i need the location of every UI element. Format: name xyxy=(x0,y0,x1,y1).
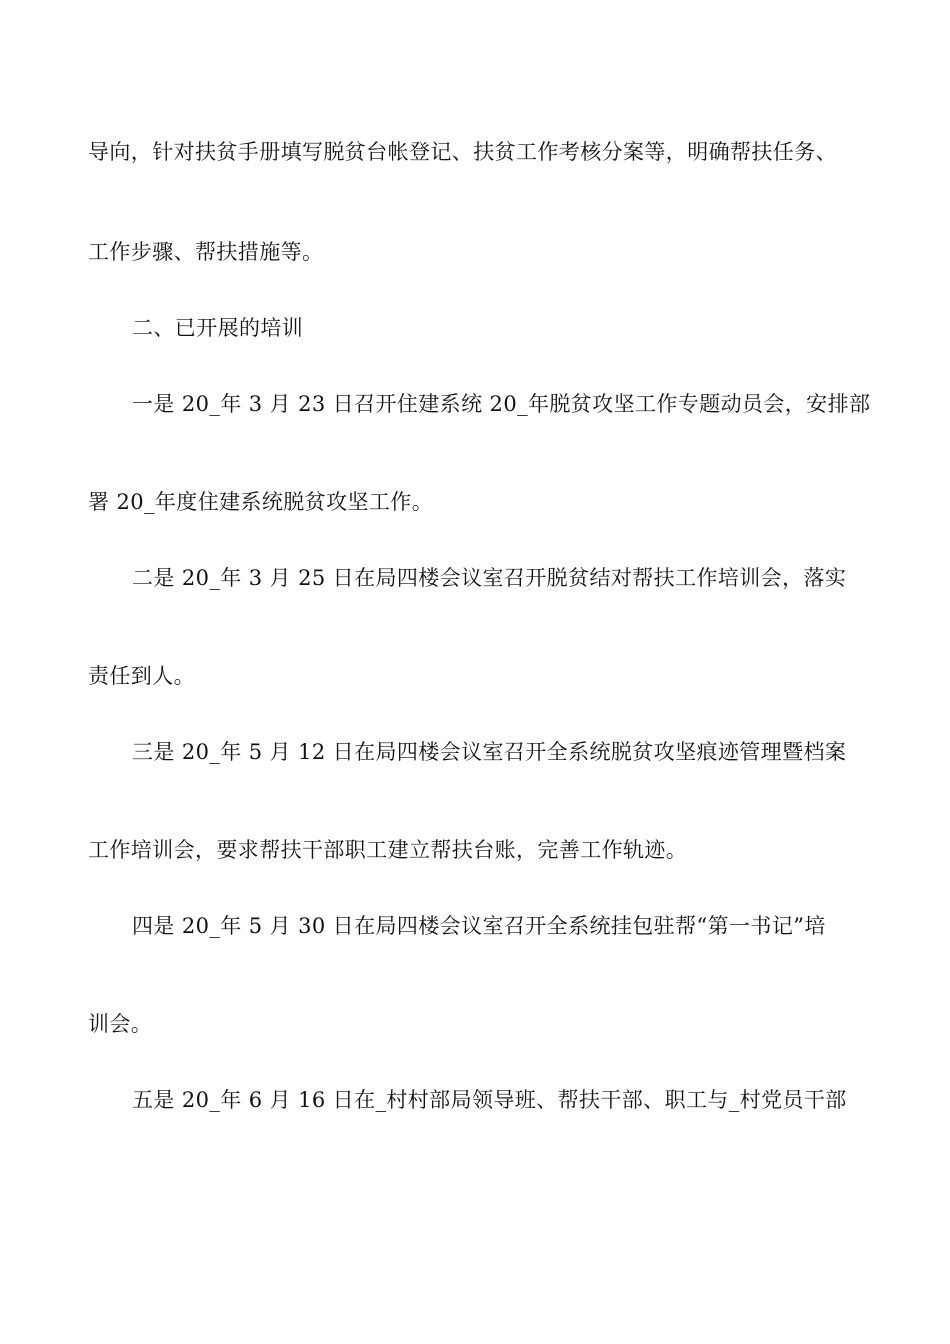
paragraph-line-11: 五是 20_年 6 月 16 日在_村村部局领导班、帮扶干部、职工与_村党员干部 xyxy=(132,1088,847,1112)
paragraph-line-9: 四是 20_年 5 月 30 日在局四楼会议室召开全系统挂包驻帮“第一书记”培 xyxy=(132,914,826,938)
paragraph-line-6: 责任到人。 xyxy=(88,664,195,688)
paragraph-line-4: 署 20_年度住建系统脱贫攻坚工作。 xyxy=(88,490,434,514)
paragraph-line-8: 工作培训会，要求帮扶干部职工建立帮扶台账，完善工作轨迹。 xyxy=(88,838,688,862)
paragraph-line-2: 工作步骤、帮扶措施等。 xyxy=(88,240,324,264)
paragraph-line-1: 导向，针对扶贫手册填写脱贫台帐登记、扶贫工作考核分案等，明确帮扶任务、 xyxy=(88,140,837,164)
paragraph-line-5: 二是 20_年 3 月 25 日在局四楼会议室召开脱贫结对帮扶工作培训会，落实 xyxy=(132,566,847,590)
paragraph-line-3: 一是 20_年 3 月 23 日召开住建系统 20_年脱贫攻坚工作专题动员会，安排部 xyxy=(132,392,871,416)
paragraph-line-10: 训会。 xyxy=(88,1012,153,1036)
section-heading: 二、已开展的培训 xyxy=(132,316,304,340)
paragraph-line-7: 三是 20_年 5 月 12 日在局四楼会议室召开全系统脱贫攻坚痕迹管理暨档案 xyxy=(132,740,847,764)
